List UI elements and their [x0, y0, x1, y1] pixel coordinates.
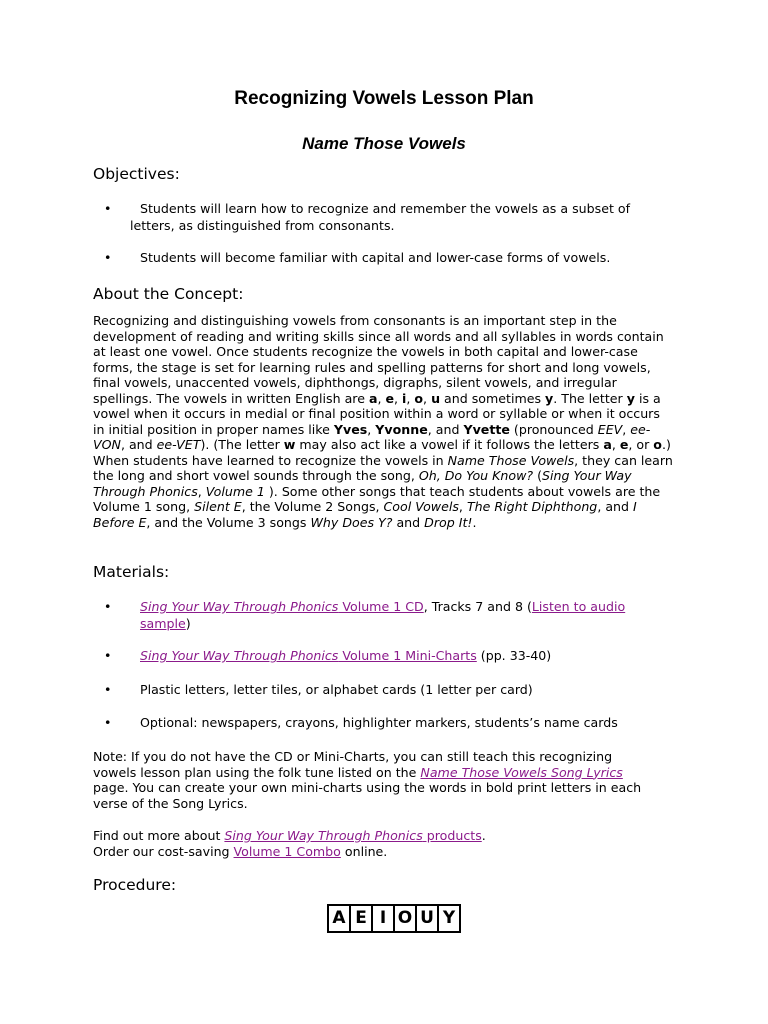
bullet-icon: • — [104, 648, 112, 663]
procedure-heading: Procedure: — [93, 876, 177, 894]
material-item — [93, 682, 678, 699]
page-subtitle: Name Those Vowels — [302, 134, 466, 153]
objectives-heading: Objectives: — [93, 165, 180, 183]
vowel-letter: O — [395, 906, 417, 931]
vowel-letter: I — [373, 906, 395, 931]
material-item — [93, 715, 678, 732]
vowel-letters-image — [327, 904, 461, 933]
materials-heading: Materials: — [93, 563, 170, 581]
bullet-icon: • — [104, 250, 112, 265]
material-text: Plastic letters, letter tiles, or alphabet cards (1 letter per card) — [140, 682, 533, 697]
vowel-letter: A — [329, 906, 351, 931]
objective-item — [93, 201, 678, 234]
objective-text: Students will become familiar with capital and lower-case forms of vowels. — [140, 250, 611, 265]
cd-link[interactable]: Sing Your Way Through Phonics Volume 1 CD — [140, 599, 424, 614]
bullet-icon: • — [104, 201, 112, 216]
volume-combo-link[interactable]: Volume 1 Combo — [233, 843, 341, 859]
about-heading: About the Concept: — [93, 285, 244, 303]
material-text: Optional: newspapers, crayons, highlighter markers, students’s name cards — [140, 715, 618, 730]
bullet-icon: • — [104, 682, 112, 697]
vowel-letter: U — [417, 906, 439, 931]
vowel-letter: E — [351, 906, 373, 931]
products-link[interactable]: Sing Your Way Through Phonics products — [224, 828, 482, 843]
find-out-paragraph: Find out more about Sing Your Way Through Phonics products. Order our cost-saving Volume 1 Combo online. — [93, 828, 486, 859]
song-lyrics-link[interactable]: Name Those Vowels Song Lyrics — [420, 764, 623, 780]
vowel-letter: Y — [442, 908, 456, 928]
note-paragraph: Note: If you do not have the CD or Mini-Charts, you can still teach this recognizing vowels lesson plan using the folk tune listed on the Name Those Vowels Song Lyrics page. You can create your own mini-charts using the words in bold print letters in each verse of the Song Lyrics. — [93, 749, 642, 811]
bullet-icon: • — [104, 599, 112, 614]
audio-sample-link[interactable]: Listen to audio sample — [140, 599, 626, 631]
objective-text: letters, as distinguished from consonants. — [130, 217, 395, 233]
page-title: Recognizing Vowels Lesson Plan — [234, 88, 534, 109]
objective-text: Students will learn how to recognize and remember the vowels as a subset of — [140, 201, 631, 216]
mini-charts-link[interactable]: Sing Your Way Through Phonics Volume 1 Mini-Charts — [140, 648, 477, 663]
about-paragraph: Recognizing and distinguishing vowels from consonants is an important step in the development of reading and writing skills since all words and all syllables in words contain at least one vowel. Once students recognize the vowels in both capital and lower-case forms, the stage is set for learning rules and spelling patterns for short and long vowels, final vowels, unaccented vowels, diphthongs, digraphs, silent vowels, and irregular spellings. The vowels in written English are a, e, i, o, u and sometimes y. The letter y is a vowel when it occurs in medial or final position within a word or syllable or when it occurs in initial position in proper names like Yves, Yvonne, and Yvette (pronounced EEV, ee-VON, and ee-VET). (The letter w may also act like a vowel if it follows the letters a, e, or o.) When students have learned to recognize the vowels in Name Those Vowels, they can learn the long and short vowel sounds through the song, Oh, Do You Know? (Sing Your Way Through Phonics, Volume 1 ). Some other songs that teach students about vowels are the Volume 1 song, Silent E, the Volume 2 Songs, Cool Vowels, The Right Diphthong, and I Before E, and the Volume 3 songs Why Does Y? and Drop It!. — [93, 313, 673, 530]
material-item: • Sing Your Way Through Phonics Volume 1 CD, Tracks 7 and 8 (Listen to audio sample) — [104, 599, 626, 631]
bullet-icon: • — [104, 715, 112, 730]
material-item: • Sing Your Way Through Phonics Volume 1 Mini-Charts (pp. 33-40) — [104, 648, 552, 663]
objective-item — [93, 250, 678, 267]
